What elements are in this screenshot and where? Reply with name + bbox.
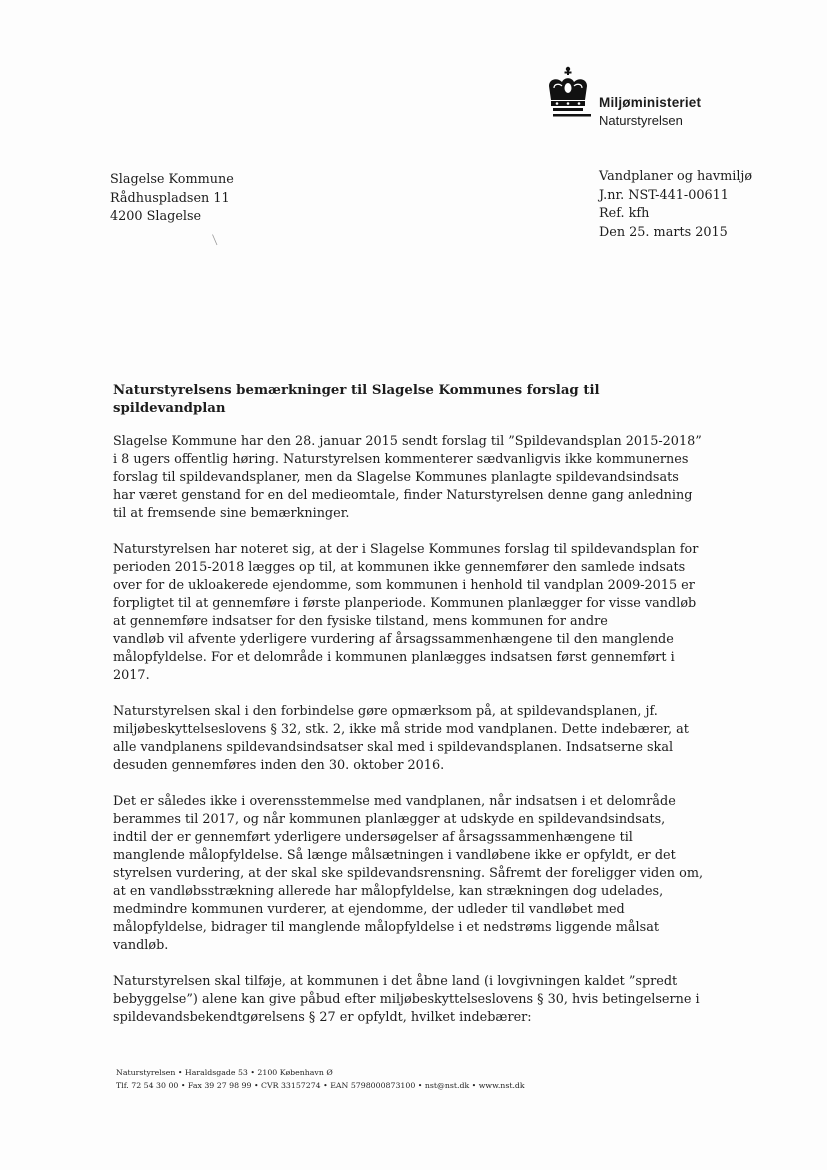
paragraph-line: målopfyldelse, bidrager til manglende målopfyldelse i et nedstrøms liggende målsat — [113, 920, 659, 935]
paragraph-line: at gennemføre indsatser for den fysiske tilstand, mens kommunen for andre — [113, 614, 608, 629]
recipient-address — [110, 171, 234, 227]
paragraph-line: miljøbeskyttelseslovens § 32, stk. 2, ikke må stride mod vandplanen. Dette indebærer, at — [113, 722, 689, 737]
letter-date: Den 25. marts 2015 — [599, 224, 728, 240]
paragraph — [113, 433, 702, 523]
recipient-name: Slagelse Kommune — [110, 172, 234, 187]
paragraph-line: vandløb. — [113, 938, 169, 953]
footer — [116, 1066, 525, 1092]
recipient-city: 4200 Slagelse — [110, 209, 202, 224]
royal-crown-icon — [545, 66, 591, 118]
paragraph-line: Naturstyrelsen skal tilføje, at kommunen i det åbne land (i lovgivningen kaldet ”spredt — [113, 974, 678, 989]
footer-contact: Tlf. 72 54 30 00 • Fax 39 27 98 99 • CVR 33157274 • EAN 5798000873100 • nst@nst.dk • www.nst.dk — [116, 1081, 525, 1090]
ministry-logo — [545, 66, 725, 136]
title-line: spildevandplan — [113, 401, 226, 416]
paragraph-line: Naturstyrelsen skal i den forbindelse gøre opmærksom på, at spildevandsplanen, jf. — [113, 704, 658, 719]
department: Vandplaner og havmiljø — [599, 169, 753, 184]
paragraph-line: har været genstand for en del medieomtale, finder Naturstyrelsen denne gang anledning — [113, 488, 693, 503]
paragraph — [113, 973, 700, 1027]
recipient-street: Rådhuspladsen 11 — [110, 190, 230, 206]
paragraph-line: Naturstyrelsen har noteret sig, at der i Slagelse Kommunes forslag til spildevandsplan for — [113, 542, 699, 557]
paragraph-line: spildevandsbekendtgørelsens § 27 er opfyldt, hvilket indebærer: — [113, 1010, 532, 1025]
paragraph-line: bebyggelse”) alene kan give påbud efter miljøbeskyttelseslovens § 30, hvis betingelserne i — [113, 992, 700, 1007]
letter-title — [113, 382, 633, 418]
letter-body — [113, 433, 704, 1045]
paragraph-line: at en vandløbsstrækning allerede har målopfyldelse, kan strækningen dog udelades, — [113, 884, 664, 899]
paragraph-line: perioden 2015-2018 lægges op til, at kommunen ikke gennemfører den samlede indsats — [113, 560, 686, 575]
paragraph-line: målopfyldelse. For et delområde i kommunen planlægges indsatsen først gennemført i — [113, 650, 675, 665]
paragraph — [113, 793, 704, 955]
journal-number: J.nr. NST-441-00611 — [599, 187, 729, 203]
paragraph-line: medmindre kommunen vurderer, at ejendomme, der udleder til vandløbet med — [113, 902, 625, 917]
paragraph-line: desuden gennemføres inden den 30. oktober 2016. — [113, 758, 445, 773]
paragraph-line: styrelsen vurdering, at der skal ske spildevandsrensning. Såfremt der foreligger viden om, — [113, 866, 704, 881]
paragraph — [113, 541, 699, 685]
paragraph-line: til at fremsende sine bemærkninger. — [113, 506, 350, 521]
ministry-name: Miljøministeriet — [599, 95, 702, 110]
agency-name: Naturstyrelsen — [599, 113, 683, 128]
reference-block — [599, 168, 752, 242]
paragraph-line: Slagelse Kommune har den 28. januar 2015 sendt forslag til ”Spildevandsplan 2015-2018” — [113, 434, 702, 449]
paragraph-line: vandløb vil afvente yderligere vurdering af årsagssammenhængene til den manglende — [113, 632, 674, 647]
paragraph-line: 2017. — [113, 668, 150, 683]
paragraph-line: over for de ukloakerede ejendomme, som kommunen i henhold til vandplan 2009-2015 er — [113, 578, 695, 593]
scan-mark — [212, 234, 218, 246]
paragraph-line: i 8 ugers offentlig høring. Naturstyrelsen kommenterer sædvanligvis ikke kommunernes — [113, 452, 689, 467]
paragraph-line: forslag til spildevandsplaner, men da Slagelse Kommunes planlagte spildevandsindsats — [113, 470, 679, 485]
title-line: Naturstyrelsens bemærkninger til Slagelse Kommunes forslag til — [113, 383, 600, 398]
paragraph-line: manglende målopfyldelse. Så længe målsætningen i vandløbene ikke er opfyldt, er det — [113, 848, 676, 863]
paragraph-line: alle vandplanens spildevandsindsatser skal med i spildevandsplanen. Indsatserne skal — [113, 740, 674, 755]
footer-address: Naturstyrelsen • Haraldsgade 53 • 2100 København Ø — [116, 1068, 333, 1077]
paragraph-line: berammes til 2017, og når kommunen planlægger at udskyde en spildevandsindsats, — [113, 812, 666, 827]
paragraph-line: forpligtet til at gennemføre i første planperiode. Kommunen planlægger for visse vandløb — [113, 596, 697, 611]
paragraph-line: Det er således ikke i overensstemmelse med vandplanen, når indsatsen i et delområde — [113, 794, 676, 809]
reference-initials: Ref. kfh — [599, 206, 650, 221]
paragraph-line: indtil der er gennemført yderligere undersøgelser af årsagssammenhængene til — [113, 830, 633, 845]
paragraph — [113, 703, 689, 775]
